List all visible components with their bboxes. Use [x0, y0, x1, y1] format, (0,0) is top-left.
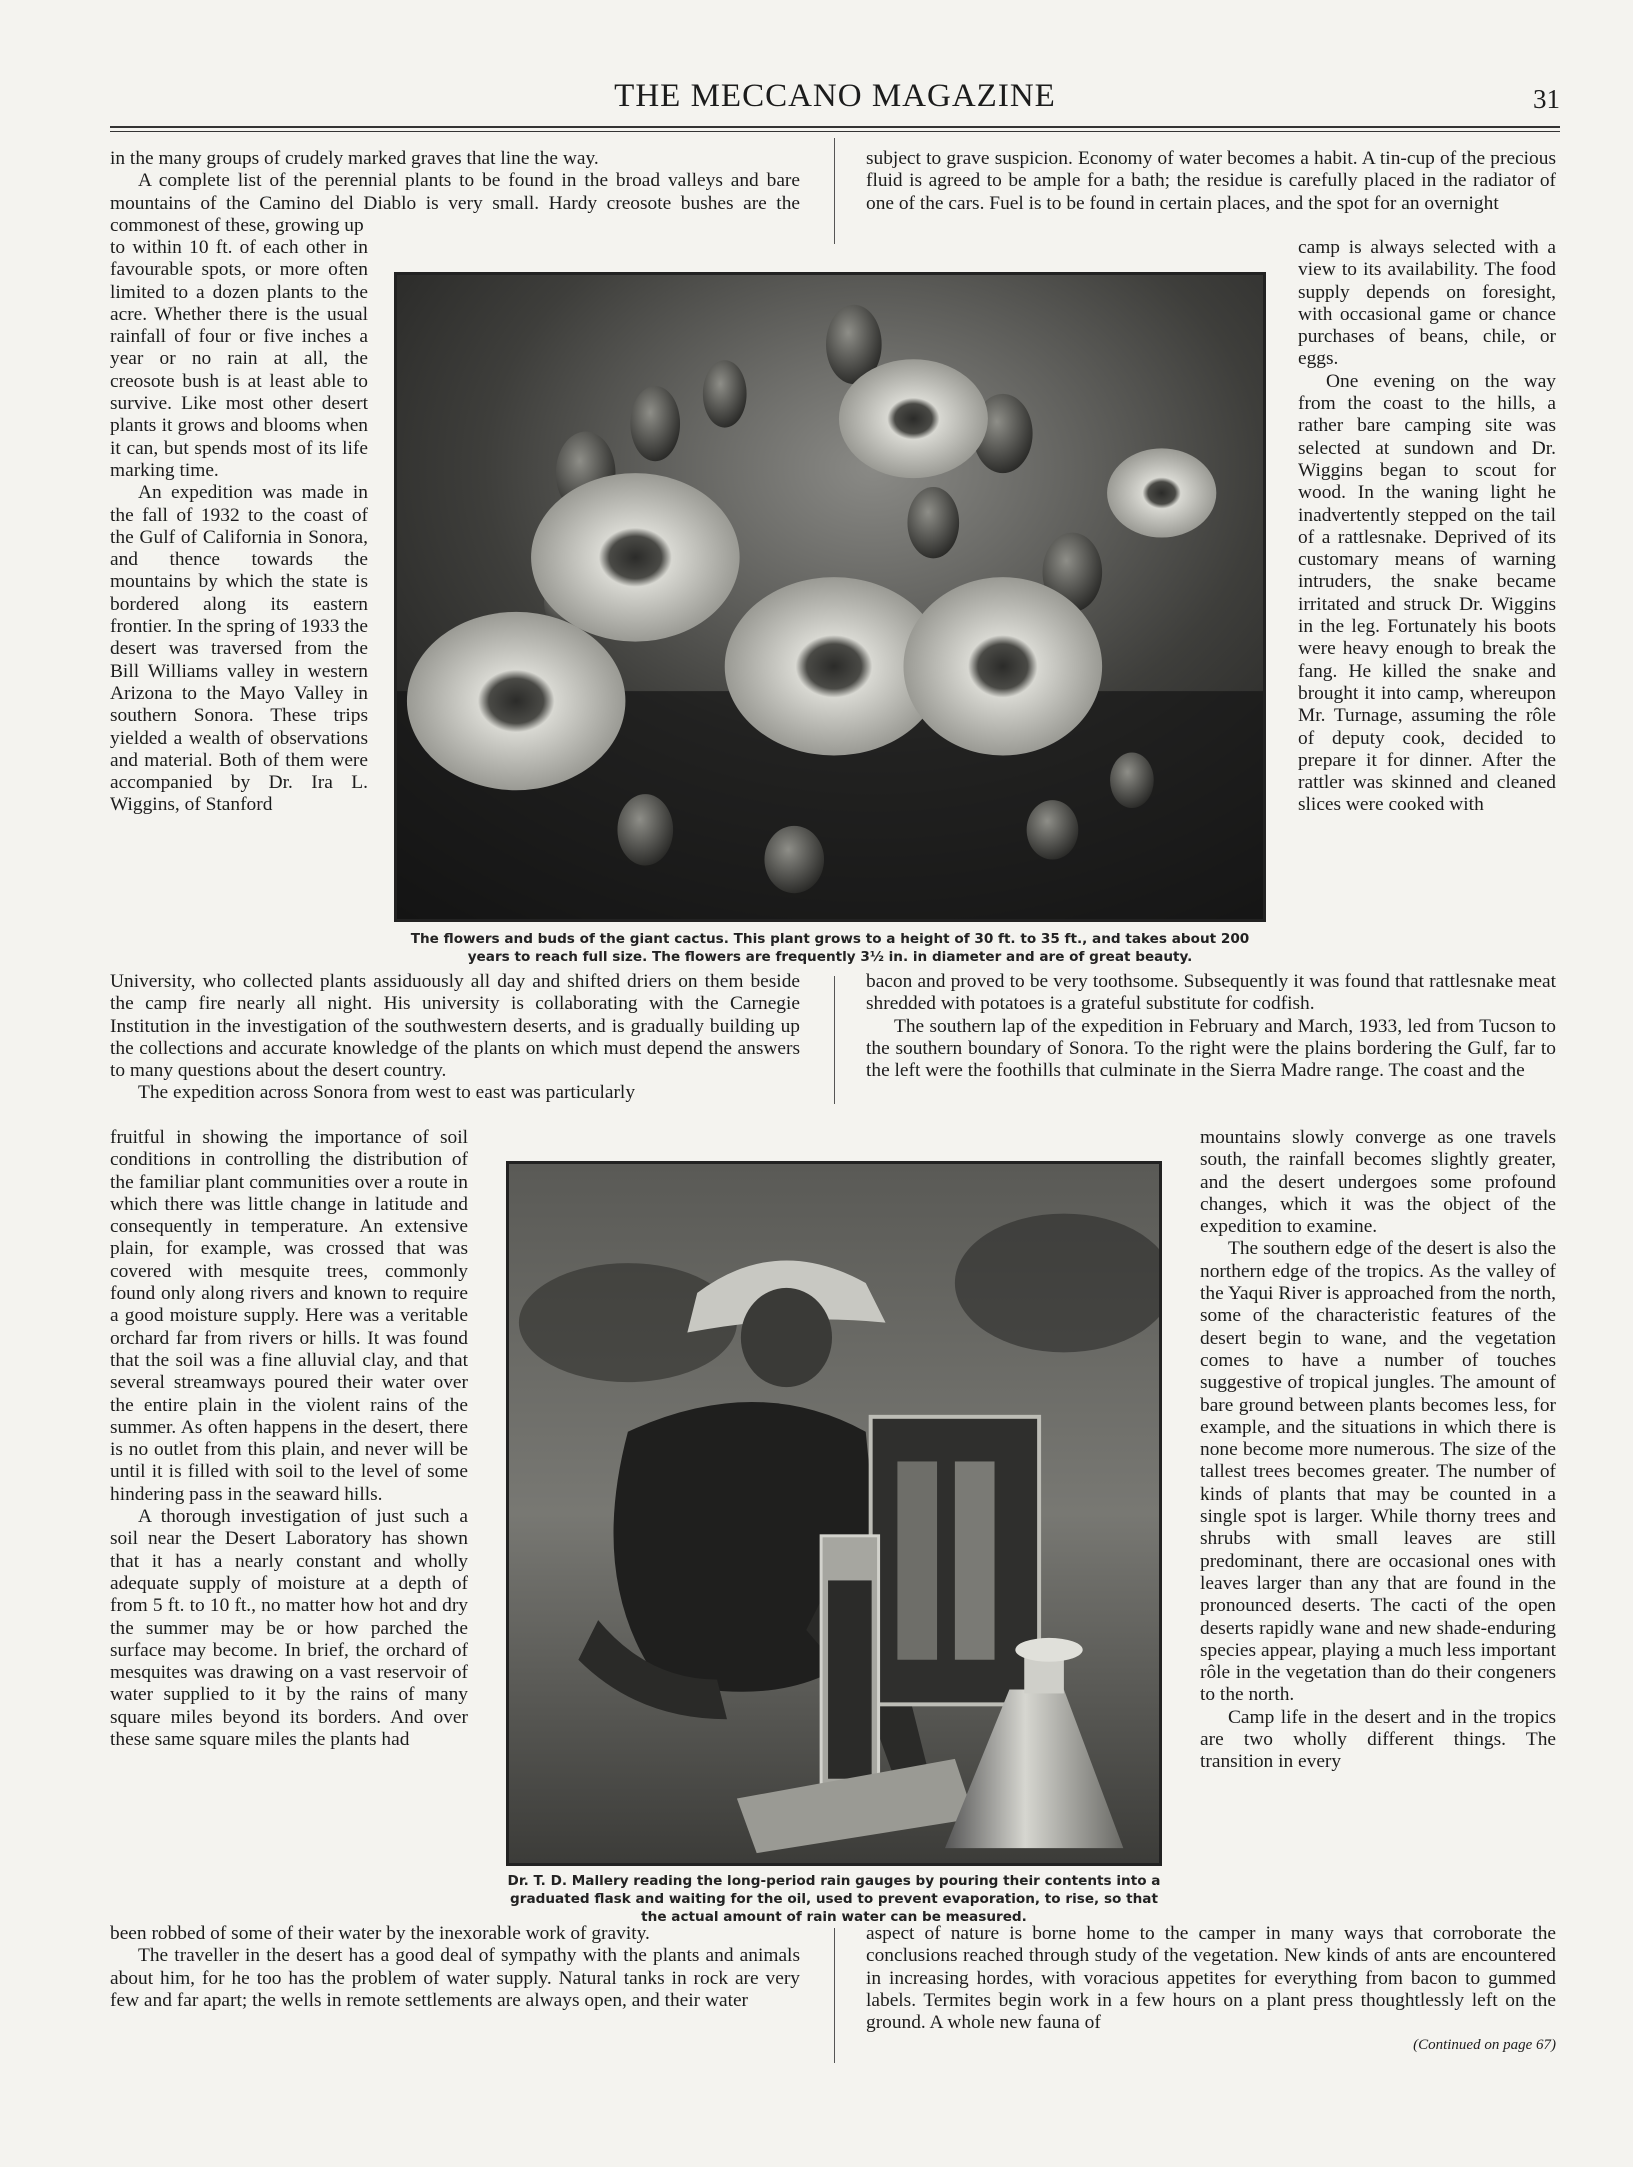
paragraph: University, who collected plants assiduously all day and shifted driers on them beside the camp fire nearly all night. His university is collaborating with the Carnegie Institution in the investigation of the southwestern deserts, and is gradually building up the collections and accurate knowledge of the plants on which must depend the answers to many questions about the desert country.	[110, 971, 800, 1082]
paragraph: bacon and proved to be very toothsome. Subsequently it was found that rattlesnake meat shredded with potatoes is a grateful substitute for codfish.	[866, 971, 1556, 1015]
header-rule	[110, 126, 1560, 128]
cactus-photo-caption: The flowers and buds of the giant cactus. This plant grows to a height of 30 ft. to 35 ft., and takes about 200 years to reach full size. The flowers are frequently 3½ in. in diameter and are of great beauty.	[410, 931, 1250, 965]
header-rule-thin	[110, 131, 1560, 132]
paragraph: Camp life in the desert and in the tropics are two wholly different things. The transition in every	[1200, 1706, 1556, 1773]
cactus-flowers-photo	[394, 272, 1266, 922]
paragraph: aspect of nature is borne home to the camper in many ways that corroborate the conclusions reached through study of the vegetation. New kinds of ants are encountered in increasing hordes, with voracious appetites for everything from bacon to gummed labels. Termites begin work in a few hours on a plant press thoughtlessly left on the ground. A whole new fauna of	[866, 1923, 1556, 2034]
column-divider-top	[834, 138, 835, 244]
right-column-narrow-2	[1200, 1127, 1556, 1774]
right-column-narrow-1	[1298, 237, 1556, 817]
paragraph: The southern edge of the desert is also the northern edge of the tropics. As the valley of the Yaqui River is approached from the north, some of the characteristic features of the desert begin to wane, and the vegetation comes to have a number of touches suggestive of tropical jungles. The amount of bare ground between plants becomes less, for example, and the situations in which there is none become more numerous. The size of the tallest trees becomes greater. The number of kinds of plants that may be counted in a single spot is larger. While thorny trees and shrubs with small leaves are still predominant, there are occasional ones with leaves larger than any that are found in the pronounced deserts. The cacti of the open deserts rapidly wane and new shade-enduring species appear, playing a much less important rôle in the vegetation than do their congeners to the north.	[1200, 1238, 1556, 1706]
paragraph: to within 10 ft. of each other in favourable spots, or more often limited to a dozen plants to the acre. Whether there is the usual rainfall of four or five inches a year or no rain at all, the creosote bush is at least able to survive. Like most other desert plants it grows and blooms when it can, but spends most of its life marking time.	[110, 237, 368, 481]
left-column-middle	[110, 971, 800, 1105]
paragraph: been robbed of some of their water by the inexorable work of gravity.	[110, 1923, 650, 1944]
left-column-top	[110, 148, 800, 237]
right-column-middle	[866, 971, 1556, 1082]
left-column-narrow-1	[110, 237, 368, 817]
paragraph: The expedition across Sonora from west to east was particularly	[138, 1082, 636, 1104]
paragraph: One evening on the way from the coast to the hills, a rather bare camping site was selected at sundown and Dr. Wiggins began to scout for wood. In the waning light he inadvertently stepped on the tail of a rattlesnake. Deprived of its customary means of warning intruders, the snake became irritated and struck Dr. Wiggins in the leg. Fortunately his boots were heavy enough to break the fang. He killed the snake and brought it into camp, whereupon Mr. Turnage, assuming the rôle of deputy cook, decided to prepare it for dinner. After the rattler was skinned and cleaned slices were cooked with	[1298, 370, 1556, 816]
rain-gauge-photo	[506, 1161, 1162, 1866]
page-number: 31	[1533, 84, 1560, 114]
right-column-bottom	[866, 1923, 1556, 2057]
paragraph: mountains slowly converge as one travels south, the rainfall becomes slightly greater, and the desert undergoes some profound changes, which it was the object of the expedition to examine.	[1200, 1127, 1556, 1238]
continued-note: (Continued on page 67)	[1413, 2037, 1556, 2054]
page-header	[110, 78, 1560, 124]
paragraph: A complete list of the perennial plants to be found in the broad valleys and bare mountains of the Camino del Diablo is very small. Hardy creosote bushes are the commonest of these, growing up	[110, 170, 800, 236]
running-title: THE MECCANO MAGAZINE	[614, 78, 1056, 114]
right-column-top	[866, 148, 1556, 215]
paragraph: subject to grave suspicion. Economy of water becomes a habit. A tin-cup of the precious fluid is agreed to be ample for a bath; the residue is carefully placed in the radiator of one of the cars. Fuel is to be found in certain places, and the spot for an overnight	[866, 148, 1556, 214]
paragraph: camp is always selected with a view to its availability. The food supply depends on foresight, with occasional game or chance purchases of beans, chile, or eggs.	[1298, 237, 1556, 370]
rain-gauge-image	[509, 1164, 1159, 1863]
paragraph: in the many groups of crudely marked graves that line the way.	[110, 148, 599, 169]
paragraph: fruitful in showing the importance of soil conditions in controlling the distribution of the familiar plant communities over a route in which there was little change in latitude and consequently in temperature. An extensive plain, for example, was crossed that was covered with mesquite trees, commonly found only along rivers and known to require a good moisture supply. Here was a veritable orchard far from rivers or hills. It was found that the soil was a fine alluvial clay, and that several streamways poured their water over the entire plain in the violent rains of the summer. As often happens in the desert, there is no outlet from this plain, and never will be until it is filled with soil to the level of some hindering pass in the seaward hills.	[110, 1127, 468, 1505]
column-divider-bottom	[834, 1928, 835, 2063]
paragraph: The southern lap of the expedition in February and March, 1933, led from Tucson to the southern boundary of Sonora. To the right were the plains bordering the Gulf, far to the left were the foothills that culminate in the Sierra Madre range. The coast and the	[866, 1015, 1556, 1082]
left-column-bottom	[110, 1923, 800, 2012]
rain-gauge-photo-caption: Dr. T. D. Mallery reading the long-period rain gauges by pouring their contents into a graduated flask and waiting for the oil, used to prevent evaporation, to rise, so that the actual amount of rain water can be measured.	[507, 1873, 1161, 1925]
column-divider-middle	[834, 976, 835, 1104]
left-column-narrow-2	[110, 1127, 468, 1751]
paragraph: An expedition was made in the fall of 1932 to the coast of the Gulf of California in Sonora, and thence towards the mountains by which the state is bordered along its eastern frontier. In the spring of 1933 the desert was traversed from the Bill Williams valley in western Arizona to the Mayo Valley in southern Sonora. These trips yielded a wealth of observations and material. Both of them were accompanied by Dr. Ira L. Wiggins, of Stanford	[110, 482, 368, 816]
cactus-flowers-image	[397, 275, 1263, 919]
paragraph: A thorough investigation of just such a soil near the Desert Laboratory has shown that it has a nearly constant and wholly adequate supply of moisture at a depth of from 5 ft. to 10 ft., no matter how hot and dry the summer may be or how parched the surface may become. In brief, the orchard of mesquites was drawing on a vast reservoir of water supplied to it by the rains of many square miles beyond its borders. And over these same square miles the plants had	[110, 1506, 468, 1751]
paragraph: The traveller in the desert has a good deal of sympathy with the plants and animals about him, for he too has the problem of water supply. Natural tanks in rock are very few and far apart; the wells in remote settlements are always open, and their water	[110, 1945, 800, 2011]
